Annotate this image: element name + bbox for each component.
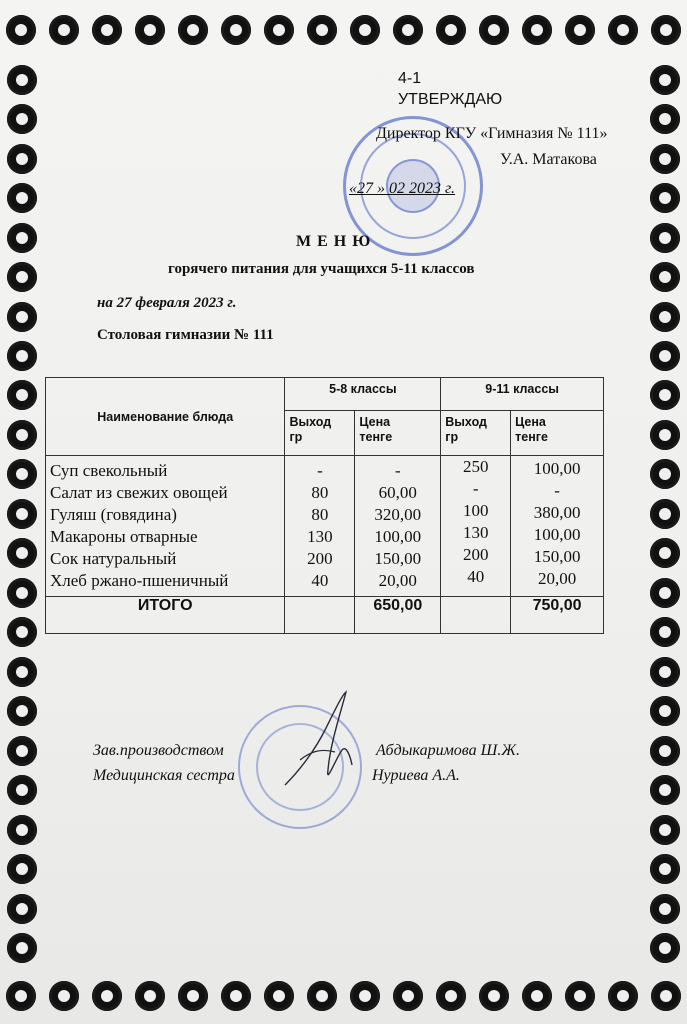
price-value: - [394, 461, 401, 480]
decorative-border-right [643, 60, 687, 968]
document-number: 4-1 [398, 70, 422, 87]
yield-label: Выход [445, 415, 487, 429]
signature [280, 690, 370, 800]
column-header-yield-b [441, 411, 511, 456]
dish-name: Сок натуральный [50, 549, 177, 568]
dish-names-cell [46, 456, 285, 597]
production-head-title: Зав.производством [93, 742, 224, 759]
decorative-border-bottom [0, 968, 687, 1024]
menu-title: МЕНЮ [296, 233, 377, 250]
yield-value: 40 [467, 567, 485, 586]
yield-value: 200 [462, 545, 489, 564]
dish-name: Макароны отварные [50, 527, 198, 546]
decorative-border-left [0, 60, 44, 968]
column-header-price-a [355, 411, 441, 456]
yield-unit: гр [445, 430, 459, 444]
yield-a-cell [285, 456, 355, 597]
menu-subtitle: горячего питания для учащихся 5-11 классов [168, 261, 475, 277]
price-value: 20,00 [537, 569, 577, 588]
yield-value: 250 [462, 457, 489, 476]
production-head-name: Абдыкаримова Ш.Ж. [376, 742, 520, 759]
price-unit: тенге [515, 430, 548, 444]
approver-name: У.А. Матакова [500, 151, 597, 168]
price-value: 100,00 [374, 527, 422, 546]
dish-name: Салат из свежих овощей [50, 483, 228, 502]
price-unit: тенге [359, 430, 393, 444]
price-a-cell [355, 456, 441, 597]
total-price-b: 750,00 [511, 597, 604, 634]
yield-b-cell [441, 456, 511, 597]
nurse-title: Медицинская сестра [93, 767, 235, 784]
price-b-cell [511, 456, 604, 597]
column-header-group-5-8: 5-8 классы [285, 378, 441, 411]
price-value: 60,00 [378, 483, 417, 502]
column-header-dish: Наименование блюда [46, 378, 285, 456]
yield-value: 80 [311, 483, 329, 502]
price-value: 100,00 [533, 459, 581, 478]
total-price-a: 650,00 [355, 597, 441, 634]
yield-value: 40 [311, 571, 329, 590]
yield-value: 100 [462, 501, 489, 520]
yield-value: 130 [307, 527, 333, 546]
approve-label: УТВЕРЖДАЮ [398, 91, 503, 108]
price-value: 320,00 [374, 505, 422, 524]
price-label: Цена [515, 415, 546, 429]
yield-value: 130 [462, 523, 489, 542]
total-yield-b [441, 597, 511, 634]
menu-table [45, 377, 604, 634]
dish-name: Хлеб ржано-пшеничный [50, 571, 229, 590]
yield-value: 200 [307, 549, 333, 568]
approver-title: Директор КГУ «Гимназия № 111» [376, 125, 608, 142]
yield-label: Выход [289, 415, 332, 429]
price-value: 20,00 [378, 571, 417, 590]
price-value: 100,00 [533, 525, 581, 544]
column-header-yield-a [285, 411, 355, 456]
nurse-name: Нуриева А.А. [372, 767, 460, 784]
column-header-price-b [511, 411, 604, 456]
canteen-name: Столовая гимназии № 111 [97, 327, 274, 343]
dish-name: Суп свекольный [50, 461, 168, 480]
approval-date: «27 » 02 2023 г. [349, 180, 456, 197]
price-value: 150,00 [374, 549, 422, 568]
total-label: ИТОГО [46, 597, 285, 634]
yield-value: 80 [311, 505, 329, 524]
price-value: 150,00 [533, 547, 581, 566]
dish-name: Гуляш (говядина) [50, 505, 177, 524]
yield-value: - [472, 479, 479, 498]
total-yield-a [285, 597, 355, 634]
yield-unit: гр [289, 430, 303, 444]
column-header-group-9-11: 9-11 классы [441, 378, 604, 411]
yield-value: - [317, 461, 323, 480]
total-row [46, 597, 604, 634]
price-value: 380,00 [533, 503, 581, 522]
menu-date: на 27 февраля 2023 г. [97, 295, 237, 311]
price-label: Цена [359, 415, 391, 429]
price-value: - [554, 481, 560, 500]
decorative-border-top [0, 0, 687, 60]
